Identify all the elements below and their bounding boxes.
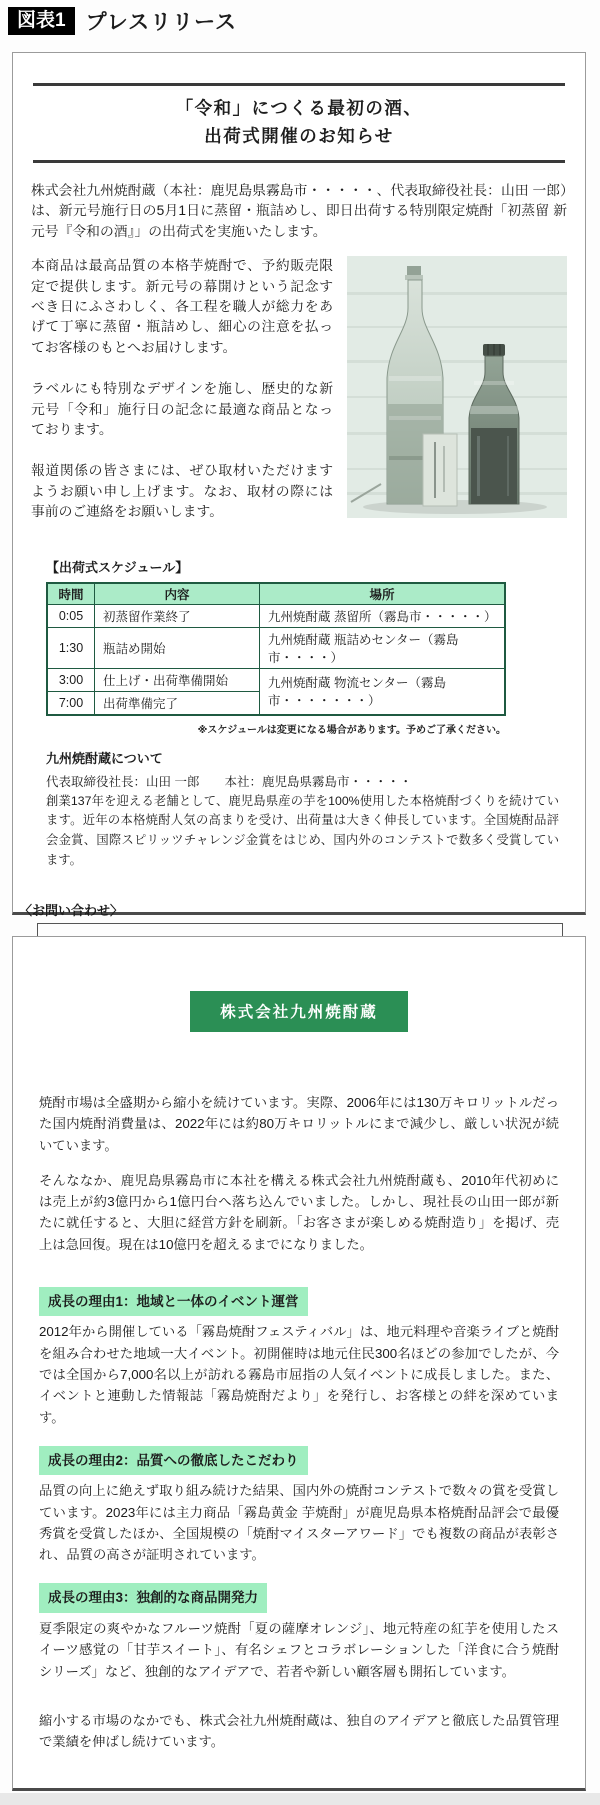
growth-reason-3-heading: 成長の理由3：独創的な商品開発力 (39, 1583, 267, 1613)
shipping-ceremony-schedule (46, 557, 559, 736)
schedule-time: 0:05 (47, 604, 95, 627)
growth-reason-section-3 (39, 1565, 559, 1681)
schedule-col-content: 内容 (95, 583, 260, 605)
profile-closing-paragraph: 縮小する市場のなかでも、株式会社九州焼酎蔵は、独自のアイデアと徹底した品質管理で業績を伸ばし続けています。 (39, 1712, 559, 1750)
figure-label-chip: 図表1 (8, 7, 75, 35)
profile-intro-paragraph: そんななか、鹿児島県霧島市に本社を構える株式会社九州焼酎蔵も、2010年代初めには売上が約3億円から1億円台へ落ち込んでいました。しかし、現社長の山田一郎が新たに就任すると、大胆に経営方針を刷新。「お客さまが楽しめる焼酎造り」を掲げ、売上は急回復。現在は10億円を超えるまでになりました。 (39, 1172, 559, 1252)
company-profile-panel (12, 936, 586, 1791)
company-about-section (46, 748, 559, 871)
schedule-time: 3:00 (47, 668, 95, 691)
schedule-content: 仕上げ・出荷準備開始 (95, 668, 260, 691)
growth-reason-section-1 (39, 1269, 559, 1428)
table-row (47, 627, 505, 668)
schedule-place: 九州焼酎蔵 瓶詰めセンター（霧島市・・・・） (260, 627, 506, 668)
growth-reason-1-heading: 成長の理由1：地域と一体のイベント運営 (39, 1287, 308, 1317)
growth-reason-3-body: 夏季限定の爽やかなフルーツ焼酎「夏の薩摩オレンジ」、地元特産の紅芋を使用したスイーツ感覚の「甘芋スイート」、有名シェフとコラボレーションした「洋食に合う焼酎シリーズ」など、独創的なアイデアで、若者や新しい顧客層も開拓しています。 (39, 1621, 559, 1679)
growth-reason-2-body: 品質の向上に絶えず取り組み続けた結果、国内外の焼酎コンテストで数々の賞を受賞しています。2023年には主力商品「霧島黄金 芋焼酎」が鹿児島県本格焼酎品評会で最優秀賞を受賞したほか、全国規模の「焼酎マイスターアワード」でも複数の商品が表彰され、品質の高さが証明されています。 (39, 1483, 559, 1563)
press-release-paragraph: 報道関係の皆さまには、ぜひ取材いただけますようお願い申し上げます。なお、取材の際には事前のご連絡をお願いします。 (31, 463, 333, 520)
schedule-table (46, 582, 506, 716)
shochu-bottles-photo (347, 256, 567, 518)
press-release-body-text (31, 256, 333, 522)
press-release-title (33, 83, 565, 163)
press-release-title-line1: 「令和」につくる最初の酒、 (175, 98, 423, 118)
press-release-paragraph: 本商品は最高品質の本格芋焼酎で、予約販売限定で提供します。新元号の幕開けという記念すべき日にふさわしく、各工程を職人が総力をあげて丁寧に蒸留・瓶詰めし、細心の注意を払ってお客様のもとへお届けします。 (31, 258, 333, 355)
figure-header (8, 6, 237, 36)
schedule-note: ※スケジュールは変更になる場合があります。予めご了承ください。 (197, 724, 506, 736)
schedule-col-time: 時間 (47, 583, 95, 605)
press-release-body-columns (31, 256, 567, 522)
schedule-content: 出荷準備完了 (95, 691, 260, 715)
schedule-content: 初蒸留作業終了 (95, 604, 260, 627)
growth-reason-2-heading: 成長の理由2：品質への徹底したこだわり (39, 1446, 308, 1476)
press-release-paragraph: ラベルにも特別なデザインを施し、歴史的な新元号「令和」施行日の記念に最適な商品となっております。 (31, 381, 333, 438)
table-row (47, 668, 505, 691)
about-heading: 九州焼酎蔵について (46, 750, 163, 766)
schedule-content: 瓶詰め開始 (95, 627, 260, 668)
schedule-place-merged: 九州焼酎蔵 物流センター（霧島市・・・・・・・） (260, 668, 506, 715)
schedule-label: 【出荷式スケジュール】 (46, 559, 189, 575)
table-row (47, 604, 505, 627)
growth-reason-1-body: 2012年から開催している「霧島焼酎フェスティバル」は、地元料理や音楽ライブと焼酎を組み合わせた地域一大イベント。初開催時は地元住民300名ほどの参加でしたが、今では全国から7,000名以上が訪れる霧島市屈指の人気イベントに成長しました。また、イベントと連動した情報誌「霧島焼酎だより」を発行し、お客様との絆を深めています。 (39, 1324, 559, 1425)
about-body: 創業137年を迎える老舗として、鹿児島県産の芋を100%使用した本格焼酎づくりを続けています。近年の本格焼酎人気の高まりを受け、出荷量は大きく伸長しています。全国焼酎品評会金賞、国際スピリッツチャレンジ金賞をはじめ、国内外のコンテストで数多く受賞しています。 (46, 793, 559, 867)
schedule-header-row (47, 583, 505, 605)
schedule-time: 1:30 (47, 627, 95, 668)
press-release-title-line2: 出荷式開催のお知らせ (204, 126, 394, 146)
press-release-lead-paragraph: 株式会社九州焼酎蔵（本社：鹿児島県霧島市・・・・・、代表取締役社長：山田 一郎）は、新元号施行日の5月1日に蒸留・瓶詰めし、即日出荷する特別限定焼酎「初蒸留 新元号『令和の酒』」の出荷式を実施いたします。 (31, 183, 567, 239)
contact-label: 〈お問い合わせ〉 (19, 903, 124, 919)
company-name-badge: 株式会社九州焼酎蔵 (190, 991, 408, 1032)
page-bottom-strip (0, 1793, 600, 1805)
schedule-time: 7:00 (47, 691, 95, 715)
profile-intro-paragraph: 焼酎市場は全盛期から縮小を続けています。実際、2006年には130万キロリットルだった国内焼酎消費量は、2022年には約80万キロリットルにまで減少し、厳しい状況が続いています。 (39, 1095, 559, 1153)
figure-title: プレスリリース (85, 11, 238, 34)
schedule-col-place: 場所 (260, 583, 506, 605)
about-representative-line: 代表取締役社長：山田 一郎 本社：鹿児島県霧島市・・・・・ (46, 774, 412, 789)
press-release-panel (12, 52, 586, 919)
schedule-place: 九州焼酎蔵 蒸留所（霧島市・・・・・） (260, 604, 506, 627)
growth-reason-section-2 (39, 1428, 559, 1566)
company-profile-body (39, 1092, 559, 1752)
